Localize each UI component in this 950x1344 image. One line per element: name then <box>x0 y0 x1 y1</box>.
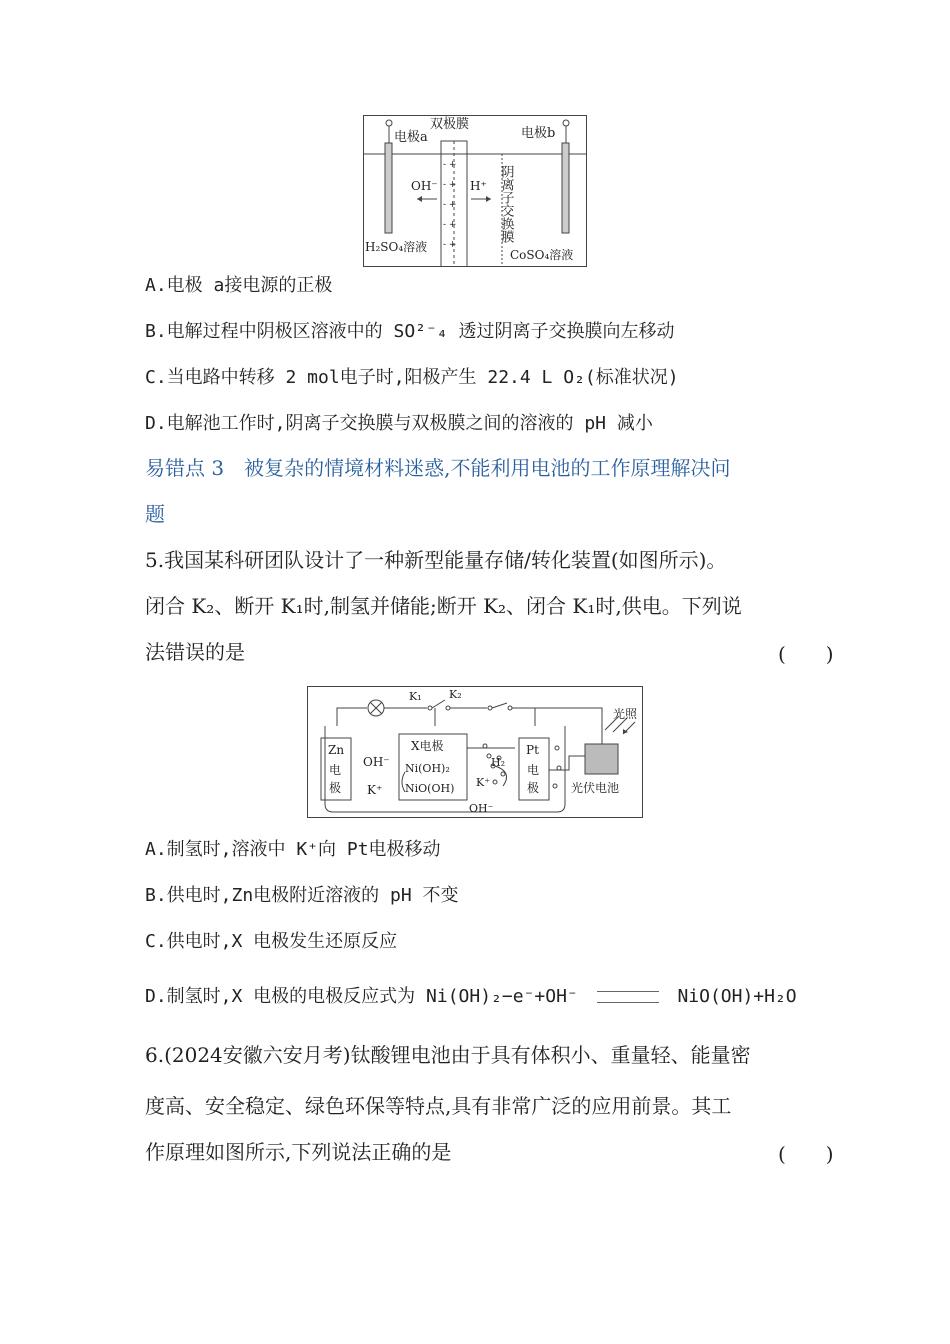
error-point-heading-line2: 题 <box>145 502 165 526</box>
label-k1: K₁ <box>409 690 422 703</box>
q5-option-d-left: D.制氢时,X 电极的电极反应式为 Ni(OH)₂−e⁻+OH⁻ <box>145 986 578 1007</box>
label-anion-membrane: 阴离子交换膜 <box>498 165 514 243</box>
label-electrode-b: 电极b <box>521 126 556 141</box>
label-pt-electrode-2: 极 <box>527 781 540 795</box>
label-k2: K₂ <box>449 688 462 701</box>
q5-stem-line3: 法错误的是 <box>145 640 245 664</box>
svg-text:- +: - + <box>443 240 457 250</box>
svg-text:- +: - + <box>443 220 457 230</box>
label-zn-electrode-1: 电 <box>329 763 342 777</box>
label-light: 光照 <box>613 707 638 721</box>
label-right-solution: CoSO₄溶液 <box>510 248 574 262</box>
figure-electrolysis-cell <box>363 115 587 267</box>
electrolysis-cell-diagram <box>363 115 587 267</box>
q5-stem-line2: 闭合 K₂、断开 K₁时,制氢并储能;断开 K₂、闭合 K₁时,供电。下列说 <box>145 594 742 618</box>
q4-option-a: A.电极 a接电源的正极 <box>145 275 333 296</box>
energy-storage-diagram <box>307 686 643 818</box>
label-pt: Pt <box>526 743 539 757</box>
q5-option-c: C.供电时,X 电极发生还原反应 <box>145 931 398 952</box>
pv-cell <box>585 744 618 774</box>
q5-stem-line1: 5.我国某科研团队设计了一种新型能量存储/转化装置(如图所示)。 <box>145 548 727 572</box>
switch-k2 <box>492 703 507 708</box>
arrow-left-icon <box>417 196 422 202</box>
q5-option-d <box>145 983 797 1011</box>
label-pt-electrode-1: 电 <box>527 763 540 777</box>
label-zn-electrode-2: 极 <box>329 781 342 795</box>
svg-text:- +: - + <box>443 200 457 210</box>
svg-text:- +: - + <box>443 180 457 190</box>
q6-stem-line1: 6.(2024安徽六安月考)钛酸锂电池由于具有体积小、重量轻、能量密 <box>145 1043 751 1067</box>
q6-stem-line2: 度高、安全稳定、绿色环保等特点,具有非常广泛的应用前景。其工 <box>145 1094 732 1118</box>
q5-answer-blank: ( ) <box>778 642 834 666</box>
equilibrium-sign-icon <box>597 991 659 1003</box>
label-electrode-a: 电极a <box>394 130 428 145</box>
arrow-right-icon <box>486 196 491 202</box>
terminal-a <box>386 120 392 126</box>
label-nio-oh: NiO(OH) <box>405 782 455 795</box>
terminal-b <box>563 120 569 126</box>
label-k-right: K⁺ <box>476 776 491 789</box>
label-x-electrode: X电极 <box>411 739 444 753</box>
electrode-a <box>385 143 392 233</box>
label-h2: H₂ <box>491 756 506 769</box>
figure-energy-storage-device <box>307 686 643 818</box>
q6-answer-blank: ( ) <box>778 1142 834 1166</box>
label-ni-oh2: Ni(OH)₂ <box>405 762 450 775</box>
q4-option-d: D.电解池工作时,阴离子交换膜与双极膜之间的溶液的 pH 减小 <box>145 413 653 434</box>
svg-text:- +: - + <box>443 160 457 170</box>
q5-option-a: A.制氢时,溶液中 K⁺向 Pt电极移动 <box>145 839 441 860</box>
switch-k1 <box>432 700 445 708</box>
electrode-b <box>562 143 569 233</box>
label-zn: Zn <box>328 743 345 757</box>
label-oh-right: OH⁻ <box>469 802 494 815</box>
label-bipolar: 双极膜 <box>430 117 470 132</box>
label-left-solution: H₂SO₄溶液 <box>365 240 428 254</box>
label-k-left: K⁺ <box>367 783 383 797</box>
q4-option-b: B.电解过程中阴极区溶液中的 SO²⁻₄ 透过阴离子交换膜向左移动 <box>145 321 675 342</box>
q5-option-d-right: NiO(OH)+H₂O <box>677 986 797 1007</box>
label-pv-cell: 光伏电池 <box>571 781 620 795</box>
label-h: H⁺ <box>470 179 487 193</box>
label-oh: OH⁻ <box>411 179 438 193</box>
q5-option-b: B.供电时,Zn电极附近溶液的 pH 不变 <box>145 885 459 906</box>
q4-option-c: C.当电路中转移 2 mol电子时,阳极产生 22.4 L O₂(标准状况) <box>145 367 679 388</box>
label-oh-left: OH⁻ <box>363 755 390 769</box>
error-point-heading-line1: 易错点 3 被复杂的情境材料迷惑,不能利用电池的工作原理解决问 <box>145 456 731 480</box>
q6-stem-line3: 作原理如图所示,下列说法正确的是 <box>145 1140 452 1164</box>
